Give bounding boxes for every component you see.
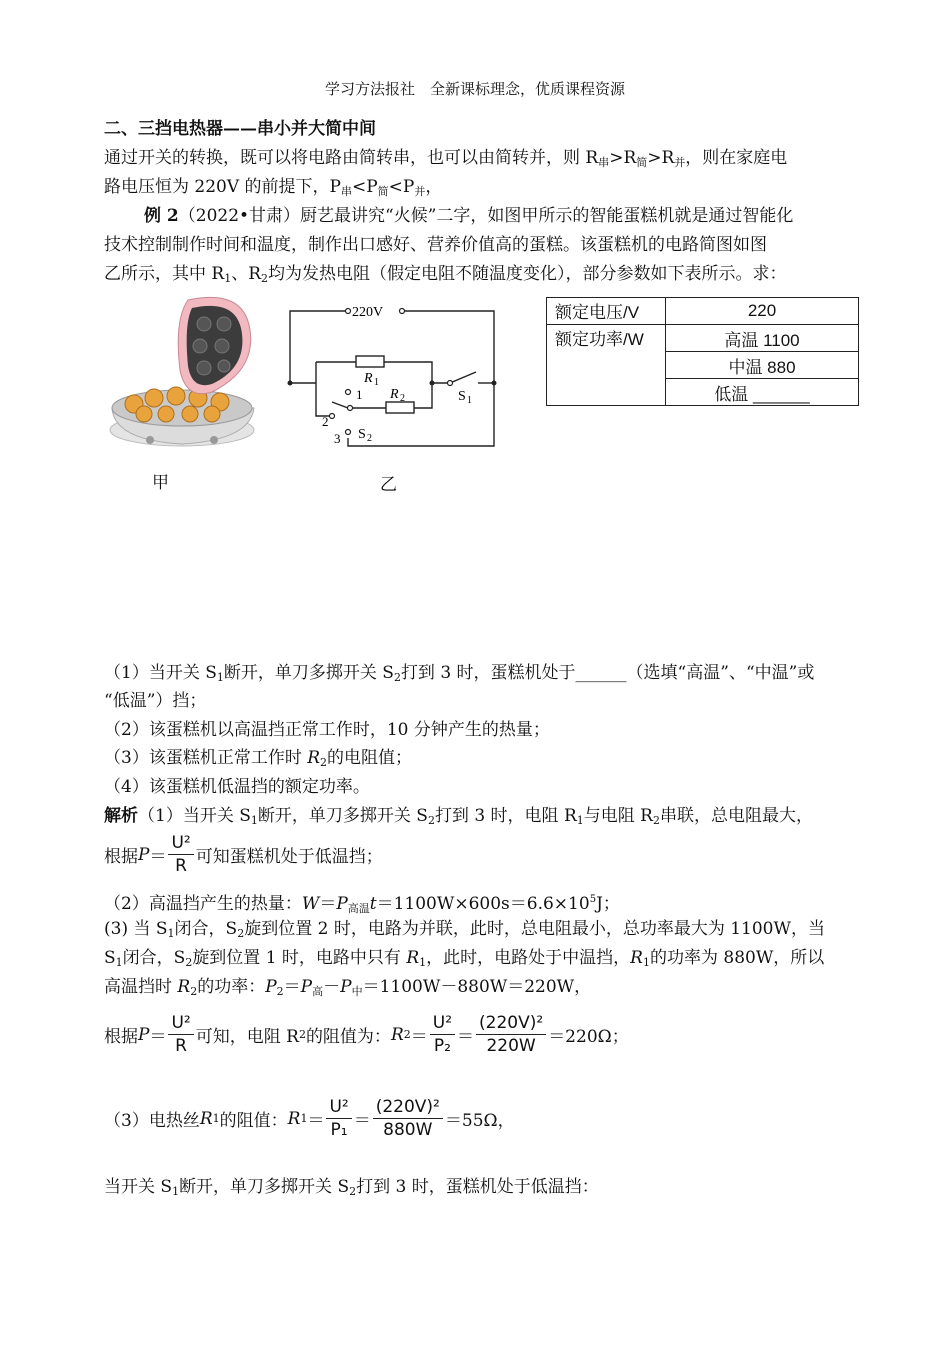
solution-line-6: 高温挡时 $R_2$的功率：$P_2=P_高-P_中=1100W-880W=220W$，: [104, 977, 592, 998]
circuit-diagram: [282, 298, 504, 454]
solution-line-1: 解析（1）当开关 $S_1$断开，单刀多掷开关 $S_2$打到 3 时，电阻 $R_1$与电阻 $R_2$串联，总电阻最大，: [104, 806, 813, 827]
fraction-220v-over-220w: $\frac{\text{(220V)²}}{220W}$: [476, 1012, 546, 1057]
figure-b-caption: 乙: [380, 475, 397, 495]
question-1-line-2: “低温”）挡；: [104, 691, 207, 711]
r1-sub: 1: [374, 377, 379, 388]
question-4: （4）该蛋糕机低温挡的额定功率。: [104, 777, 370, 797]
fraction-u2-over-p1: $\frac{\text{U²}}{\text{P₁}}$: [326, 1096, 351, 1141]
rated-power-label: 额定功率/W: [547, 325, 666, 406]
example-line-1: 例 2（2022•甘肃）厨艺最讲究“火候”二字，如图甲所示的智能蛋糕机就是通过智能化: [144, 206, 794, 226]
power-low: 低温 ______: [666, 379, 859, 406]
solution-line-7: 根据 P ＝ $\frac{\text{U²}}{R}$ 可知，电阻 R 2 的阻值为： R 2 ＝ $\frac{\text{U²}}{\text{P₂}}$ ＝ $\frac{\text{(220V)²}}{220W}$ ＝220Ω；: [104, 1013, 629, 1056]
page-header: 学习方法报社 全新课标理念，优质课程资源: [324, 80, 625, 98]
cake-machine-image: [104, 290, 260, 456]
r1-label: R: [364, 371, 373, 386]
intro-line-2: 路电压恒为 220V 的前提下，$P_串<P_简<P_并$，: [104, 177, 443, 198]
fraction-u2-over-r: $\frac{\text{U²}}{R}$: [168, 832, 193, 877]
parameter-table: [546, 297, 859, 406]
section-title: 二、三挡电热器——串小并大简中间: [104, 119, 376, 139]
question-2: （2）该蛋糕机以高温挡正常工作时，10 分钟产生的热量；: [104, 720, 550, 740]
solution-line-2: 根据 P ＝ $\frac{\text{U²}}{R}$ 可知蛋糕机处于低温挡；: [104, 833, 383, 876]
pos-3: 3: [334, 431, 341, 446]
question-3: （3）该蛋糕机正常工作时 $R_2$的电阻值；: [104, 748, 413, 769]
intro-line-1: 通过开关的转换，既可以将电路由简转串，也可以由简转并，则 $R_串>R_简>R_并$，则在家庭电: [104, 148, 788, 169]
power-mid: 中温 880: [666, 352, 859, 379]
solution-line-3: （2）高温挡产生的热量：$W=P_{高温}t=1100W\times 600s=6.6\times 10^5J$；: [104, 894, 620, 915]
s1-sub: 1: [467, 395, 472, 406]
rated-voltage-label: 额定电压/V: [547, 298, 666, 325]
rated-voltage-value: 220: [666, 298, 859, 325]
r2-label: R: [390, 387, 399, 402]
r2-sub: 2: [400, 393, 405, 404]
figure-a-caption: 甲: [152, 473, 169, 493]
s2-sub: 2: [367, 433, 372, 444]
fraction-220v-over-880w: $\frac{\text{(220V)²}}{880W}$: [373, 1096, 443, 1141]
fraction-u2-over-r-2: $\frac{\text{U²}}{R}$: [168, 1012, 193, 1057]
power-high: 高温 1100: [666, 325, 859, 352]
pos-1: 1: [356, 387, 363, 402]
solution-line-5: $S_1$闭合，$S_2$旋到位置 1 时，电路中只有 $R_1$，此时，电路处于中温挡，$R_1$的功率为 880W，所以: [104, 948, 825, 969]
solution-line-4: (3) 当 $S_1$闭合，$S_2$旋到位置 2 时，电路为并联，此时，总电阻最小，总功率最大为 1100W，当: [104, 919, 825, 940]
example-line-3: 乙所示，其中 $R_1$、$R_2$均为发热电阻（假定电阻不随温度变化），部分参数如下表所示。求：: [104, 264, 787, 285]
s1-label: S: [458, 389, 466, 404]
question-1-line-1: （1）当开关 $S_1$断开，单刀多掷开关 $S_2$打到 3 时，蛋糕机处于______（选填“高温”、“中温”或: [104, 663, 815, 684]
example-line-2: 技术控制制作时间和温度，制作出口感好、营养价值高的蛋糕。该蛋糕机的电路简图如图: [104, 235, 767, 255]
pos-2: 2: [322, 414, 329, 429]
solution-line-9: 当开关 $S_1$断开，单刀多掷开关 $S_2$打到 3 时，蛋糕机处于低温挡：: [104, 1177, 599, 1198]
solution-line-8: （3）电热丝 R 1 的阻值： R 1 ＝ $\frac{\text{U²}}{\text{P₁}}$ ＝ $\frac{\text{(220V)²}}{880W}$ ＝55Ω，: [104, 1097, 515, 1140]
supply-label: 220V: [352, 305, 384, 320]
s2-label: S: [358, 427, 366, 442]
fraction-u2-over-p2: $\frac{\text{U²}}{\text{P₂}}$: [430, 1012, 455, 1057]
